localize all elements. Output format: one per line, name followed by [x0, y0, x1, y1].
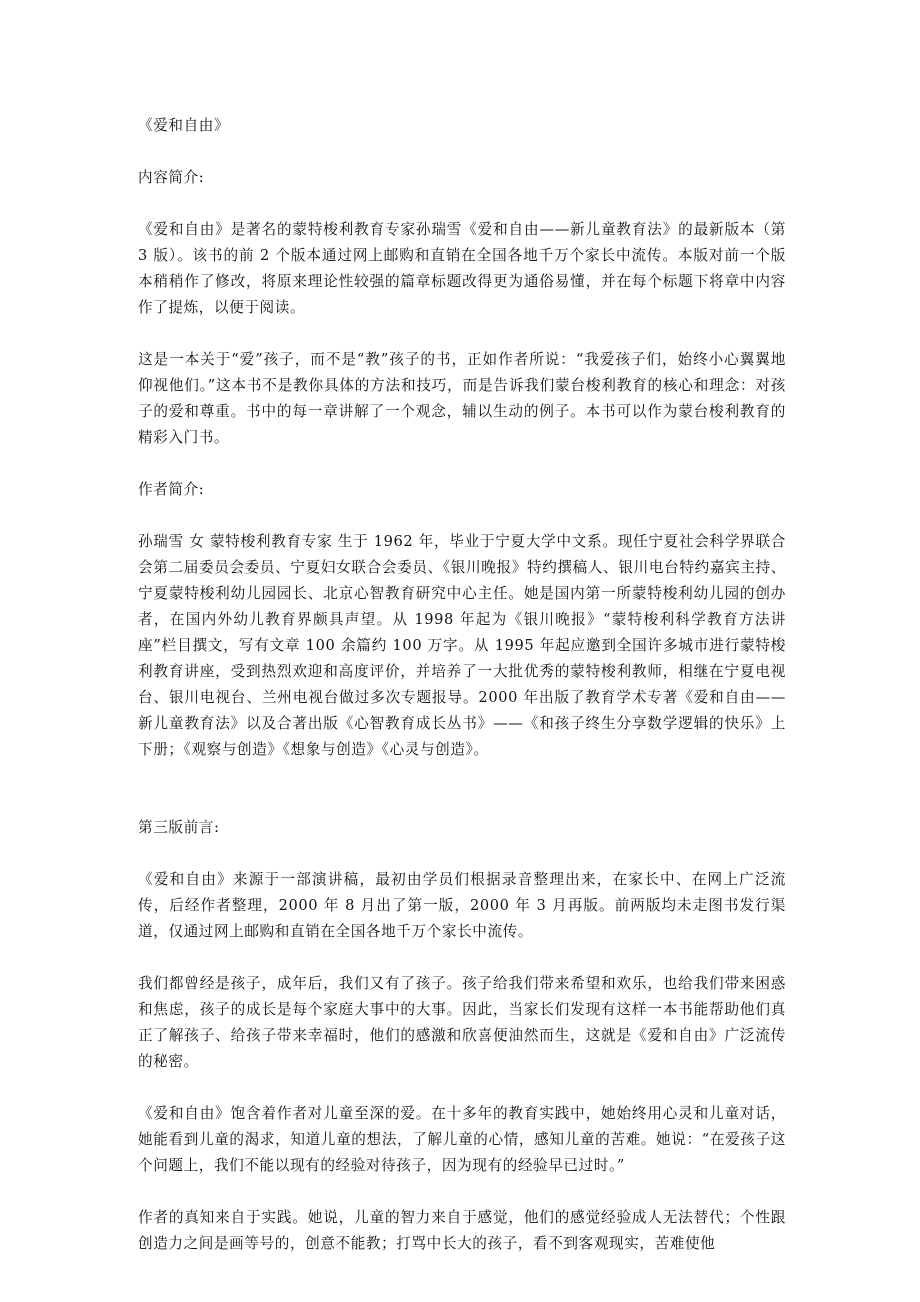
document-body [138, 113, 786, 1283]
preface-paragraph-3: 《爱和自由》饱含着作者对儿童至深的爱。在十多年的教育实践中，她始终用心灵和儿童对话，她能看到儿童的渴求，知道儿童的想法，了解儿童的心情，感知儿童的苦难。她说：“在爱孩子这个问题上，我们不能以现有的经验对待孩子，因为现有的经验早已过时。” [138, 1105, 786, 1174]
preface-paragraph-1: 《爱和自由》来源于一部演讲稿，最初由学员们根据录音整理出来，在家长中、在网上广泛流传，后经作者整理，2000 年 8 月出了第一版，2000 年 3 月再版。前两版均未走图书发行渠道，仅通过网上邮购和直销在全国各地千万个家长中流传。 [138, 871, 786, 940]
intro-heading: 内容简介: [138, 169, 205, 186]
preface-heading: 第三版前言: [138, 819, 220, 836]
intro-paragraph-2: 这是一本关于“爱”孩子，而不是“教”孩子的书，正如作者所说：“我爱孩子们，始终小心翼翼地仰视他们。”这本书不是教你具体的方法和技巧，而是告诉我们蒙台梭利教育的核心和理念：对孩子的爱和尊重。书中的每一章讲解了一个观念，辅以生动的例子。本书可以作为蒙台梭利教育的精彩入门书。 [138, 351, 786, 446]
book-title: 《爱和自由》 [138, 117, 230, 134]
intro-paragraph-1: 《爱和自由》是著名的蒙特梭利教育专家孙瑞雪《爱和自由——新儿童教育法》的最新版本（第 3 版）。该书的前 2 个版本通过网上邮购和直销在全国各地千万个家长中流传。本版对前一个版本稍稍作了修改，将原来理论性较强的篇章标题改得更为通俗易懂，并在每个标题下将章中内容作了提炼，以便于阅读。 [138, 221, 786, 316]
author-heading: 作者简介: [138, 481, 205, 498]
author-paragraph: 孙瑞雪 女 蒙特梭利教育专家 生于 1962 年，毕业于宁夏大学中文系。现任宁夏社会科学界联合会第二届委员会委员、宁夏妇女联合会委员、《银川晚报》特约撰稿人、银川电台特约嘉宾主持、宁夏蒙特梭利幼儿园园长、北京心智教育研究中心主任。她是国内第一所蒙特梭利幼儿园的创办者，在国内外幼儿教育界颇具声望。从 1998 年起为《银川晚报》“蒙特梭利科学教育方法讲座”栏目撰文，写有文章 100 余篇约 100 万字。从 1995 年起应邀到全国许多城市进行蒙特梭利教育讲座，受到热烈欢迎和高度评价，并培养了一大批优秀的蒙特梭利教师，相继在宁夏电视台、银川电视台、兰州电视台做过多次专题报导。2000 年出版了教育学术专著《爱和自由——新儿童教育法》以及合著出版《心智教育成长丛书》——《和孩子终生分享数学逻辑的快乐》上下册；《观察与创造》《想象与创造》《心灵与创造》。 [138, 533, 786, 758]
preface-paragraph-2: 我们都曾经是孩子，成年后，我们又有了孩子。孩子给我们带来希望和欢乐，也给我们带来困惑和焦虑，孩子的成长是每个家庭大事中的大事。因此，当家长们发现有这样一本书能帮助他们真正了解孩子、给孩子带来幸福时，他们的感激和欣喜便油然而生，这就是《爱和自由》广泛流传的秘密。 [138, 975, 786, 1070]
preface-paragraph-4: 作者的真知来自于实践。她说，儿童的智力来自于感觉，他们的感觉经验成人无法替代；个性跟创造力之间是画等号的，创意不能教；打骂中长大的孩子，看不到客观现实，苦难使他 [138, 1209, 786, 1252]
